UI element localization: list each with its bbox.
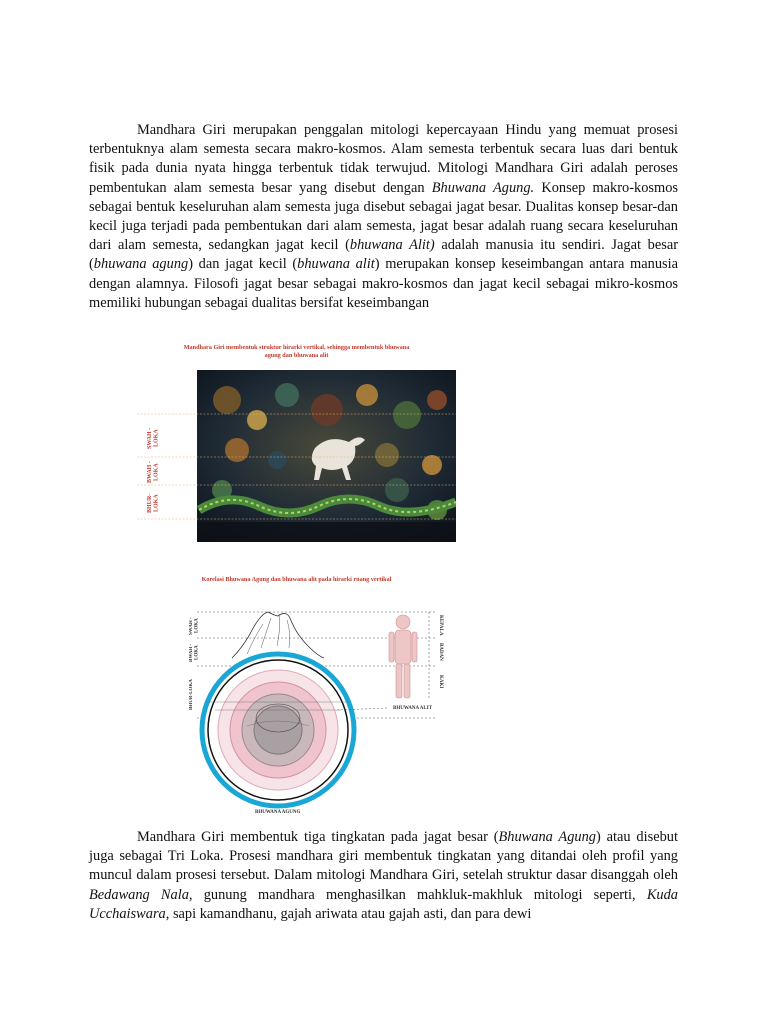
diagram-label-bhur-loka: BHUR-LOKA [189,679,194,711]
diagram-label-bhuwana-alit: BHUWANA ALIT [393,706,433,711]
figure-mandhara-giri-painting [137,340,456,548]
p2-text-1: Mandhara Giri membentuk tiga tingkatan pada jagat besar ( [137,829,499,845]
p2-italic-bedawang-nala: Bedawang Nala, [89,886,193,903]
p2-italic-bhuwana-agung: Bhuwana Agung [498,829,597,845]
label-bhur-loka: BHUR-LOKA [147,493,160,513]
p2-text-2: ) atau disebut juga sebagai Tri Loka. Prosesi mandhara giri membentuk tingkatan yang ditandai oleh profil yang muncul dalam prosesi tersebut. Dalam mitologi Mandhara Giri, setelah struktur dasar disanggah oleh [89,829,679,884]
correlation-diagram [137,568,456,822]
diagram-label-kepala: KEPALA [438,614,443,636]
diagram-label-bhuwana-agung: BHUWANA AGUNG [255,810,301,815]
p1-italic-bhuwana-alit-2: bhuwana alit [297,256,375,273]
figure1-caption-line2: agung dan bhuwana alit [264,351,329,359]
painting-illustration [137,340,456,548]
p1-text-3: adalah manusia itu sendiri. Jagat besar ( [89,237,678,273]
figure-bhuwana-correlation-diagram [137,568,456,822]
diagram-label-swah-loka: SWAH -LOKA [189,617,200,635]
p2-text-4: sapi kamandhanu, gajah ariwata atau gajah asti, dan para dewi [169,905,532,922]
body-paragraph-2 [89,828,678,924]
p1-text-2: Konsep makro-kosmos sebagai bentuk keseluruhan alam semesta juga disebut sebagai jagat besar. Dualitas konsep besar-dan kecil juga terjadi pada pembentukan dari alam semesta, jagat besar adalah ruang secara keseluruhan dari alam semesta, sedangkan jagat kecil ( [89,179,678,254]
diagram-label-badan: BADAN [438,643,443,661]
p1-text-1: Mandhara Giri merupakan penggalan mitologi kepercayaan Hindu yang memuat prosesi terbentuknya alam semesta secara makro-kosmos. Alam semesta terbentuk secara luas dari bentuk fisik pada dunia nyata hingga terbentuk tidak terwujud. Mitologi Mandhara Giri adalah peroses pembentukan alam semesta besar yang disebut dengan [89,122,678,196]
p1-italic-bhuwana-alit: bhuwana Alit) [349,237,435,254]
p1-italic-bhuwana-agung-2: bhuwana agung [93,256,189,273]
p1-text-4: ) dan jagat kecil ( [188,256,298,273]
label-swah-loka: SWAH -LOKA [147,427,160,449]
p1-italic-bhuwana-agung: Bhuwana Agung. [431,179,535,196]
diagram-label-kaki: KAKI [438,675,443,689]
figure2-caption: Korelasi Bhuwana Agung dan bhuwana alit pada hirarki ruang vertikal [201,576,392,583]
figure1-caption-line1: Mandhara Giri membentuk struktur hirarki vertikal, sehingga membentuk bhuwana [183,344,410,351]
p1-text-5: ) merupakan konsep keseimbangan antara manusia dengan alamnya. Filosofi jagat besar sebagai makro-kosmos dan jagat kecil sebagai mikro-kosmos memiliki hubungan sebagai dualitas bersifat keseimbangan [89,256,678,311]
p2-italic-kuda-ucchaiswara: Kuda Ucchaiswara, [89,886,678,922]
body-paragraph-1 [89,121,678,313]
p2-text-3: gunung mandhara menghasilkan mahkluk-makhluk mitologi seperti, [192,886,647,903]
diagram-label-bwah-loka: BWAH -LOKA [189,643,200,663]
label-bwah-loka: BWAH -LOKA [147,461,160,483]
